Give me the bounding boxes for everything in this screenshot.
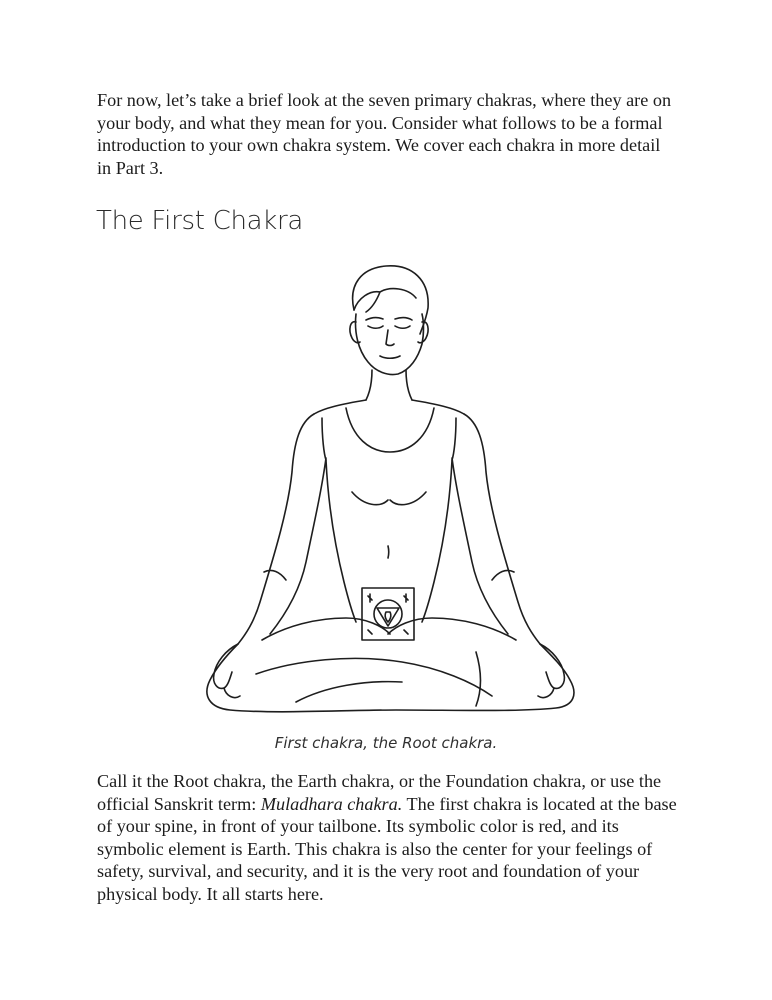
root-chakra-paragraph — [97, 770, 677, 906]
meditating-figure-illustration — [176, 262, 596, 722]
intro-paragraph: For now, let’s take a brief look at the seven primary chakras, where they are on your body, and what they mean for you. Consider what follows to be a formal introduction to your own chakra system. We cover each chakra in more detail in Part 3. — [97, 90, 672, 178]
paragraph-part-2: The first chakra is located at the base of your spine, in front of your tailbone. Its symbolic color is red, and its symbolic element is Earth. This chakra is also the center for your feelings of safety, survival, and security, and it is the very root and foundation of your physical body. It all starts here. — [97, 793, 677, 904]
figure-caption: First chakra, the Root chakra. — [274, 734, 498, 752]
paragraph-part-1: Call it the Root chakra, the Earth chakra, or the Foundation chakra, or use the official Sanskrit term: — [97, 771, 662, 814]
sanskrit-term: Muladhara chakra. — [260, 793, 403, 814]
section-heading: The First Chakra — [96, 206, 304, 236]
